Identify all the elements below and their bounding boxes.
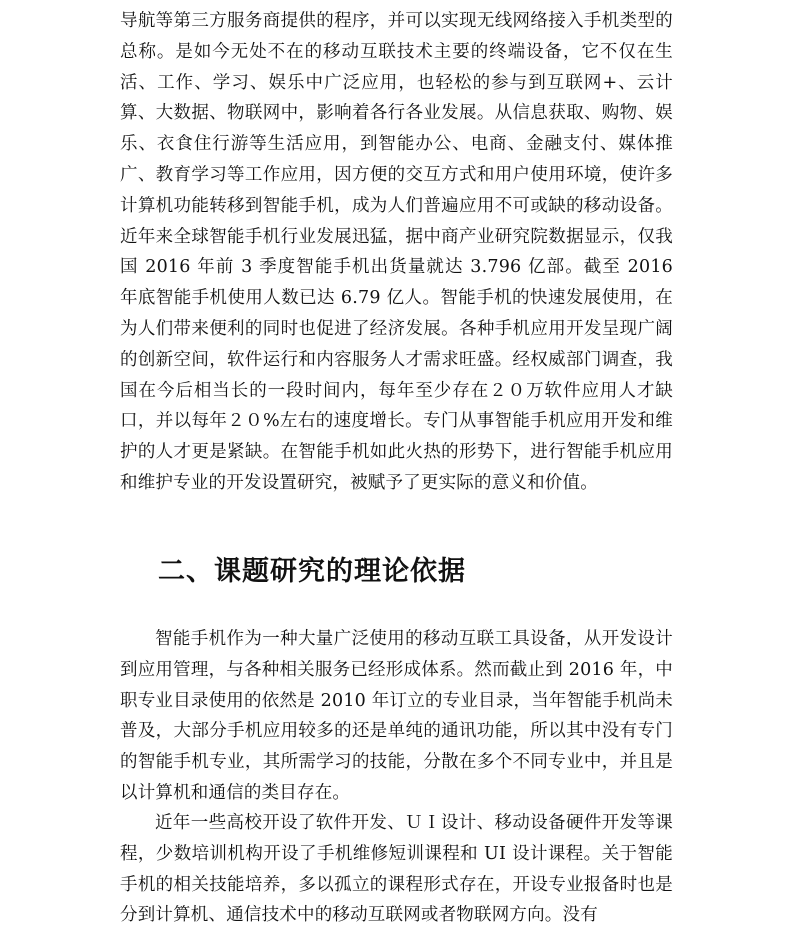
section-heading-theory-basis: 二、课题研究的理论依据 (158, 556, 466, 587)
body-paragraph-theory-2: 近年一些高校开设了软件开发、ＵＩ设计、移动设备硬件开发等课程，少数培训机构开设了手机维修短训课程和 UI 设计课程。关于智能手机的相关技能培养，多以孤立的课程形式存在，开设专业报备时也是分到计算机、通信技术中的移动互联网或者物联网方向。没有 (120, 813, 673, 926)
body-paragraph-intro: 导航等第三方服务商提供的程序，并可以实现无线网络接入手机类型的总称。是如今无处不在的移动互联技术主要的终端设备，它不仅在生活、工作、学习、娱乐中广泛应用，也轻松的参与到互联网+、云计算、大数据、物联网中，影响着各行各业发展。从信息获取、购物、娱乐、衣食住行游等生活应用，到智能办公、电商、金融支付、媒体推广、教育学习等工作应用，因方便的交互方式和用户使用环境，使许多计算机功能转移到智能手机，成为人们普遍应用不可或缺的移动设备。近年来全球智能手机行业发展迅猛，据中商产业研究院数据显示，仅我国 2016 年前 3 季度智能手机出货量就达 3.796 亿部。截至 2016 年底智能手机使用人数已达 6.79 亿人。智能手机的快速发展使用，在为人们带来便利的同时也促进了经济发展。各种手机应用开发呈现广阔的创新空间，软件运行和内容服务人才需求旺盛。经权威部门调查，我国在今后相当长的一段时间内，每年至少存在２０万软件应用人才缺口，并以每年２０%左右的速度增长。专门从事智能手机应用开发和维护的人才更是紧缺。在智能手机如此火热的形势下，进行智能手机应用和维护专业的开发设置研究，被赋予了更实际的意义和价值。 (120, 11, 673, 493)
body-paragraph-theory-1: 智能手机作为一种大量广泛使用的移动互联工具设备，从开发设计到应用管理，与各种相关服务已经形成体系。然而截止到 2016 年，中职专业目录使用的依然是 2010 年订立的专业目录，当年智能手机尚未普及，大部分手机应用较多的还是单纯的通讯功能，所以其中没有专门的智能手机专业，其所需学习的技能，分散在多个不同专业中，并且是以计算机和通信的类目存在。 (120, 629, 673, 803)
